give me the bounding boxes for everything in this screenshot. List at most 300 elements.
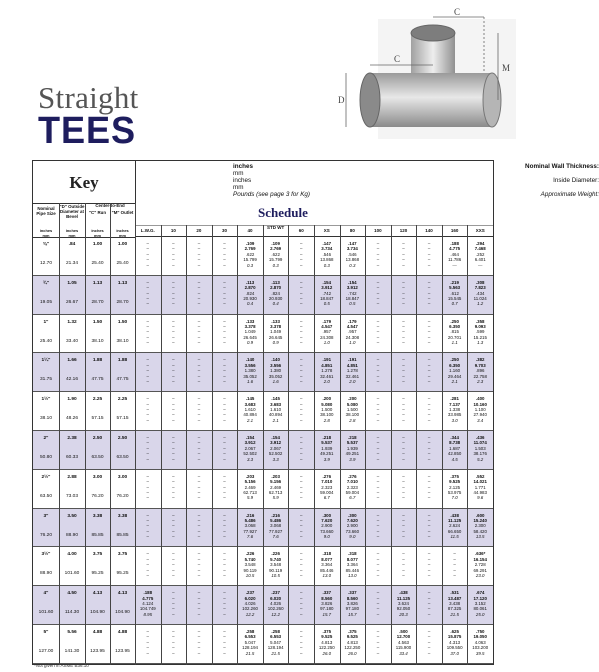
schedule-cell: .191 4.851 1.278 32.461 2.0 bbox=[320, 357, 334, 385]
outside-diameter: 3.50 bbox=[67, 513, 77, 519]
schedule-cell: .147 3.734 .546 13.868 0.3 bbox=[320, 241, 334, 268]
schedule-cell: .154 3.912 .742 18.847 0.5 bbox=[345, 279, 360, 307]
schedule-cell: – – – – – bbox=[376, 629, 380, 656]
header-nominal: Nominal Pipe Size bbox=[36, 206, 56, 216]
schedule-cell: – – – – – bbox=[402, 396, 405, 423]
schedule-cell: .750 19.050 4.063 103.200 39.5 bbox=[472, 629, 489, 656]
center-outlet-mm: 123.95 bbox=[115, 649, 130, 654]
center-run: 3.00 bbox=[92, 474, 103, 480]
schedule-cell: – – – – – bbox=[299, 318, 303, 346]
column-divider bbox=[212, 225, 213, 665]
column-divider bbox=[314, 225, 315, 665]
outside-diameter-mm: 60.33 bbox=[65, 455, 78, 460]
schedule-col-header: XS bbox=[314, 225, 340, 237]
schedule-cell: – – – – – bbox=[197, 435, 201, 462]
schedule-cell: .531 13.487 3.438 87.325 21.5 bbox=[447, 590, 462, 617]
schedule-col-header: 40 bbox=[237, 225, 263, 237]
schedule-cell: – – – – – bbox=[299, 357, 303, 385]
schedule-col-header: 60 bbox=[288, 225, 314, 237]
center-outlet: 1.88 bbox=[117, 358, 128, 364]
schedule-cell: – – – – – bbox=[427, 512, 431, 540]
header-outside-diameter: "D" Outside Diameter at Bevel bbox=[59, 204, 85, 219]
schedule-col-header: L.W.G. bbox=[135, 225, 161, 237]
schedule-cell: – – – – – bbox=[299, 396, 303, 423]
schedule-cell: – – – – – bbox=[376, 357, 380, 385]
outside-diameter: 2.88 bbox=[67, 474, 77, 480]
schedule-cell: .636* 16.154 2.728 69.291 23.0 bbox=[473, 551, 487, 579]
center-outlet: 4.88 bbox=[117, 630, 128, 635]
center-outlet: 1.00 bbox=[117, 242, 128, 247]
schedule-col-header: 80 bbox=[340, 225, 366, 237]
schedule-cell: – – – – – bbox=[427, 279, 431, 307]
legend-value: inches bbox=[233, 177, 252, 184]
schedule-cell: – – – – – bbox=[223, 590, 226, 617]
schedule-cell: – – – – – bbox=[376, 590, 380, 617]
nominal-size-mm: 101.60 bbox=[38, 610, 54, 616]
nominal-size: 1½" bbox=[41, 397, 51, 403]
schedule-cell: – – – – – bbox=[402, 512, 405, 540]
center-outlet: 1.13 bbox=[117, 280, 128, 286]
schedule-cell: – – – – – bbox=[427, 473, 431, 501]
outside-diameter: 5.56 bbox=[67, 630, 77, 635]
center-outlet: 1.50 bbox=[117, 319, 128, 325]
schedule-cell: – – – – – bbox=[146, 551, 149, 579]
nominal-size-mm: 63.50 bbox=[39, 493, 52, 499]
nominal-size-mm: 19.05 bbox=[39, 299, 52, 305]
schedule-cell: .552 14.021 1.771 44.983 9.6 bbox=[473, 473, 487, 501]
unit-outlet-mm: mm bbox=[119, 233, 126, 238]
center-run-mm: 57.15 bbox=[91, 416, 104, 422]
center-run: 4.88 bbox=[92, 630, 103, 635]
schedule-cell: – – – – – bbox=[299, 241, 303, 268]
schedule-cell: .318 8.077 3.364 85.446 13.0 bbox=[345, 551, 360, 579]
schedule-cell: .281 7.137 1.338 33.985 3.0 bbox=[447, 396, 462, 423]
center-outlet-mm: 25.40 bbox=[116, 261, 129, 266]
schedule-cell: – – – – – bbox=[427, 435, 431, 462]
schedule-cell: .191 4.851 1.278 32.461 2.0 bbox=[345, 357, 360, 385]
schedule-cell: .113 2.870 .824 20.930 0.4 bbox=[243, 279, 257, 307]
schedule-cell: – – – – – bbox=[223, 279, 226, 307]
label-d: D bbox=[338, 95, 345, 105]
nominal-size-mm: 88.90 bbox=[39, 571, 52, 577]
legend-value: mm bbox=[233, 170, 244, 177]
schedule-col-header: 160 bbox=[442, 225, 468, 237]
column-divider bbox=[416, 225, 417, 665]
center-run: 3.75 bbox=[92, 552, 103, 558]
schedule-cell: – – – – – bbox=[172, 357, 175, 385]
schedule-cell: – – – – – bbox=[402, 435, 405, 462]
column-divider bbox=[288, 225, 289, 665]
outside-diameter: 1.32 bbox=[67, 319, 77, 325]
legend-label: Inside Diameter: bbox=[553, 177, 599, 184]
schedule-cell: – – – – – bbox=[172, 590, 175, 617]
outside-diameter-mm: 42.16 bbox=[65, 377, 78, 383]
schedule-cell: .133 3.378 1.049 26.645 0.9 bbox=[243, 318, 257, 346]
nominal-size: 3½" bbox=[41, 552, 51, 558]
column-divider bbox=[442, 225, 443, 665]
nominal-size-mm: 76.20 bbox=[39, 532, 52, 538]
schedule-cell: .500 12.700 4.563 115.900 33.4 bbox=[395, 629, 412, 656]
size-headers bbox=[33, 203, 135, 231]
schedule-cell: – – – – – bbox=[427, 590, 431, 617]
schedule-cell: – – – – – bbox=[376, 396, 380, 423]
nominal-size: ¾" bbox=[42, 280, 50, 286]
schedule-cell: – – – – – bbox=[146, 473, 149, 501]
schedule-cell: – – – – – bbox=[402, 318, 405, 346]
nominal-size: 1¼" bbox=[41, 358, 51, 364]
schedule-cell: – – – – – bbox=[197, 318, 201, 346]
label-m: M bbox=[502, 63, 511, 73]
schedule-cell: .400 10.160 1.100 27.940 3.4 bbox=[473, 396, 487, 423]
schedule-cell: – – – – – bbox=[223, 357, 226, 385]
schedule-cell: .203 5.156 2.469 62.713 5.9 bbox=[268, 473, 283, 501]
footnote: *Not given in ASME B36.10 bbox=[34, 663, 89, 668]
center-outlet-mm: 38.10 bbox=[116, 338, 129, 344]
schedule-cell: – – – – – bbox=[402, 279, 405, 307]
schedule-cell: – – – – – bbox=[172, 435, 175, 462]
outside-diameter-mm: 48.26 bbox=[65, 416, 78, 422]
center-run: 1.00 bbox=[92, 242, 103, 247]
center-outlet-mm: 95.25 bbox=[116, 571, 129, 577]
schedule-cell: – – – – – bbox=[376, 279, 380, 307]
schedule-cell: .300 7.620 2.900 73.660 9.0 bbox=[320, 512, 334, 540]
schedule-cell: .179 4.547 .957 24.308 1.0 bbox=[320, 318, 334, 346]
center-outlet: 4.13 bbox=[117, 591, 128, 597]
schedule-cell: – – – – – bbox=[402, 241, 405, 268]
schedule-cell: .218 5.537 1.939 49.251 3.9 bbox=[345, 435, 360, 462]
legend-label: Nominal Wall Thickness: bbox=[525, 163, 599, 170]
schedule-cell: – – – – – bbox=[172, 279, 175, 307]
outside-diameter: 1.90 bbox=[67, 397, 77, 403]
outside-diameter: 1.66 bbox=[67, 358, 77, 364]
legend-value: inches bbox=[233, 163, 253, 170]
schedule-cell: .318 8.077 3.364 85.446 13.0 bbox=[320, 551, 334, 579]
schedule-cell: – – – – – bbox=[299, 512, 303, 540]
schedule-cell: – – – – – bbox=[299, 473, 303, 501]
schedule-cell: – – – – – bbox=[376, 435, 380, 462]
outside-diameter-mm: 33.40 bbox=[65, 338, 78, 344]
schedule-cell: .258 6.553 5.047 128.194 21.5 bbox=[267, 629, 284, 656]
schedule-cell: .140 3.556 1.380 35.052 1.6 bbox=[268, 357, 283, 385]
schedule-cell: – – – – – bbox=[376, 551, 380, 579]
schedule-cell: .179 4.547 .957 24.308 1.0 bbox=[345, 318, 360, 346]
schedule-cell: .438 11.125 3.624 92.050 20.3 bbox=[396, 590, 411, 617]
schedule-cell: .216 5.486 3.068 77.927 7.6 bbox=[243, 512, 257, 540]
column-divider bbox=[340, 225, 341, 665]
center-run-mm: 85.85 bbox=[91, 532, 104, 538]
schedule-cell: – – – – – bbox=[172, 629, 175, 656]
center-outlet-mm: 85.85 bbox=[116, 532, 129, 538]
tee-diagram bbox=[326, 5, 516, 145]
center-outlet: 2.50 bbox=[117, 436, 128, 441]
center-outlet-mm: 76.20 bbox=[116, 493, 129, 499]
schedule-cell: – – – – – bbox=[172, 318, 175, 346]
schedule-cell: – – – – – bbox=[223, 629, 226, 656]
schedule-cell: .344 8.738 1.687 42.850 4.5 bbox=[447, 435, 462, 462]
schedule-cell: – – – – – bbox=[223, 435, 226, 462]
unit-od: inches bbox=[65, 228, 79, 233]
schedule-cell: .258 6.553 5.047 128.194 21.5 bbox=[242, 629, 258, 656]
schedule-cell: – – – – – bbox=[402, 473, 405, 501]
schedule-cell: .200 5.080 1.500 38.100 2.8 bbox=[320, 396, 334, 423]
center-run: 2.50 bbox=[92, 436, 103, 441]
center-run: 3.38 bbox=[92, 513, 103, 519]
column-divider bbox=[186, 225, 187, 665]
nominal-size: 5" bbox=[43, 630, 49, 635]
unit-run-mm: mm bbox=[94, 233, 101, 238]
legend-value: Pounds (see page 3 for Kg) bbox=[233, 191, 311, 198]
schedule-cell: .216 5.486 3.068 77.927 7.6 bbox=[268, 512, 283, 540]
label-c-left: C bbox=[394, 54, 401, 64]
schedule-cell: .436 11.074 1.503 38.176 5.2 bbox=[473, 435, 487, 462]
schedule-cell: .109 2.769 .622 15.799 0.3 bbox=[268, 241, 283, 268]
title-tees: TEES bbox=[38, 110, 137, 152]
center-run: 1.50 bbox=[92, 319, 103, 325]
center-outlet-mm: 47.75 bbox=[116, 377, 129, 383]
schedule-cell: .226 5.740 3.548 90.119 10.5 bbox=[269, 551, 283, 579]
outside-diameter: 2.38 bbox=[67, 436, 77, 441]
schedule-cell: – – – – – bbox=[223, 551, 226, 579]
schedule-title: Schedule bbox=[258, 205, 308, 220]
schedule-cell: – – – – – bbox=[376, 473, 380, 501]
nominal-size-mm: 12.70 bbox=[39, 261, 52, 266]
schedule-cell: – – – – – bbox=[427, 551, 431, 579]
schedule-col-header: 30 bbox=[212, 225, 238, 237]
outside-diameter-mm: 88.90 bbox=[65, 532, 78, 538]
title-straight: Straight bbox=[38, 80, 139, 115]
schedule-cell: – – – – – bbox=[146, 629, 149, 656]
schedule-cell: – – – – – bbox=[402, 357, 405, 385]
schedule-cell: .300 7.620 2.900 73.660 9.0 bbox=[345, 512, 360, 540]
schedule-cell: – – – – – bbox=[299, 629, 303, 656]
schedule-cell: .200 5.080 1.500 38.100 2.8 bbox=[345, 396, 360, 423]
column-divider bbox=[467, 225, 468, 665]
schedule-cell: .237 6.020 4.026 102.260 12.2 bbox=[267, 590, 284, 617]
center-run-mm: 25.40 bbox=[91, 261, 104, 266]
schedule-cell: .337 8.560 3.826 97.180 15.7 bbox=[345, 590, 360, 617]
schedule-col-header: 20 bbox=[186, 225, 212, 237]
outside-diameter-mm: 101.60 bbox=[64, 571, 80, 577]
schedule-cell: – – – – – bbox=[172, 241, 175, 268]
schedule-cell: – – – – – bbox=[146, 357, 149, 385]
nominal-size: 1" bbox=[43, 319, 49, 325]
schedule-cell: – – – – – bbox=[197, 357, 201, 385]
center-run: 1.88 bbox=[92, 358, 103, 364]
schedule-cell: – – – – – bbox=[172, 551, 175, 579]
nominal-size: 2" bbox=[43, 436, 49, 441]
outside-diameter: .84 bbox=[68, 242, 76, 247]
outside-diameter-mm: 73.03 bbox=[65, 493, 78, 499]
column-divider bbox=[365, 225, 366, 665]
outside-diameter: 4.00 bbox=[67, 552, 77, 558]
schedule-cell: .674 17.120 3.152 80.061 25.0 bbox=[473, 590, 487, 617]
center-run-mm: 63.50 bbox=[91, 455, 104, 460]
column-divider bbox=[110, 203, 111, 665]
schedule-cell: – – – – – bbox=[146, 318, 149, 346]
schedule-cell: .438 11.125 2.624 66.650 11.5 bbox=[447, 512, 462, 540]
nominal-size: ⅜" bbox=[42, 242, 50, 247]
schedule-cell: .375 9.525 4.813 122.250 26.0 bbox=[318, 629, 335, 656]
nominal-size-mm: 25.40 bbox=[39, 338, 52, 344]
schedule-cell: .294 7.468 .252 6.401 — bbox=[474, 241, 486, 268]
schedule-cell: .145 3.683 1.610 40.894 2.1 bbox=[268, 396, 283, 423]
schedule-cell: – – – – – bbox=[172, 473, 175, 501]
outside-diameter-mm: 141.30 bbox=[64, 649, 80, 654]
schedule-cell: – – – – – bbox=[223, 512, 226, 540]
nominal-size: 4" bbox=[43, 591, 49, 597]
outside-diameter-mm: 21.34 bbox=[65, 261, 78, 266]
center-outlet: 3.75 bbox=[117, 552, 128, 558]
schedule-cell: – – – – – bbox=[376, 318, 380, 346]
nominal-size-mm: 38.10 bbox=[39, 416, 52, 422]
column-divider bbox=[161, 225, 162, 665]
schedule-cell: .133 3.378 1.049 26.645 0.9 bbox=[268, 318, 283, 346]
schedule-cell: .140 3.556 1.380 35.052 1.6 bbox=[243, 357, 257, 385]
legend-value: mm bbox=[233, 184, 244, 191]
nominal-size-mm: 50.80 bbox=[39, 455, 52, 460]
schedule-cell: – – – – – bbox=[146, 396, 149, 423]
schedule-cell: .250 6.350 .815 20.701 1.1 bbox=[447, 318, 462, 346]
outside-diameter-mm: 26.67 bbox=[65, 299, 78, 305]
schedule-cell: .188 4.775 4.124 104.749 8.95 bbox=[139, 590, 156, 617]
center-outlet-mm: 104.90 bbox=[115, 610, 130, 616]
schedule-cell: – – – – – bbox=[299, 551, 303, 579]
unit-size-mm: mm bbox=[42, 233, 50, 238]
center-run: 1.13 bbox=[92, 280, 103, 286]
schedule-cell: .358 9.093 .599 15.215 1.3 bbox=[473, 318, 487, 346]
schedule-cell: – – – – – bbox=[146, 512, 149, 540]
schedule-cell: .113 2.870 .824 20.930 0.4 bbox=[268, 279, 283, 307]
center-run: 2.25 bbox=[92, 397, 103, 403]
key-box bbox=[33, 161, 136, 204]
schedule-cell: .154 3.912 2.067 52.502 3.3 bbox=[268, 435, 283, 462]
schedule-cell: .276 7.010 2.323 59.004 6.7 bbox=[320, 473, 334, 501]
center-outlet: 3.00 bbox=[117, 474, 128, 480]
schedule-cell: – – – – – bbox=[223, 473, 226, 501]
schedule-cell: – – – – – bbox=[427, 241, 431, 268]
center-run-mm: 47.75 bbox=[91, 377, 104, 383]
label-c-top: C bbox=[454, 7, 461, 17]
outside-diameter: 4.50 bbox=[67, 591, 77, 597]
schedule-cell: .226 5.740 3.548 90.119 10.5 bbox=[243, 551, 257, 579]
center-outlet: 2.25 bbox=[117, 397, 128, 403]
schedule-cell: – – – – – bbox=[146, 241, 149, 268]
schedule-col-header: 140 bbox=[416, 225, 442, 237]
center-run-mm: 123.95 bbox=[90, 649, 105, 654]
center-outlet-mm: 57.15 bbox=[116, 416, 129, 422]
schedule-cell: .250 6.350 1.160 29.464 2.1 bbox=[447, 357, 462, 385]
column-divider bbox=[237, 225, 238, 665]
schedule-cell: – – – – – bbox=[376, 512, 380, 540]
schedule-cell: .237 6.020 4.026 102.260 12.2 bbox=[242, 590, 258, 617]
nominal-size: 2½" bbox=[41, 474, 51, 480]
schedule-cell: .188 4.775 .464 11.786 — bbox=[448, 241, 462, 268]
schedule-cell: .337 8.560 3.826 97.180 15.7 bbox=[320, 590, 334, 617]
schedule-cell: – – – – – bbox=[427, 357, 431, 385]
schedule-cell: – – – – – bbox=[427, 629, 431, 656]
header-center-to-end: Center-to-End bbox=[95, 203, 125, 208]
nominal-size-mm: 127.00 bbox=[38, 649, 54, 654]
unit-size: inches bbox=[39, 228, 53, 233]
schedule-cell: – – – – – bbox=[197, 396, 201, 423]
schedule-cell: .625 15.875 4.313 109.550 37.0 bbox=[446, 629, 463, 656]
schedule-cell: – – – – – bbox=[299, 590, 303, 617]
center-run-mm: 104.90 bbox=[90, 610, 105, 616]
outside-diameter: 1.05 bbox=[67, 280, 77, 286]
header-outlet: "M" Outlet bbox=[111, 210, 134, 215]
schedule-cell: – – – – – bbox=[223, 241, 226, 268]
column-divider bbox=[135, 203, 136, 665]
header-run: "C" Run bbox=[88, 210, 107, 215]
schedule-cell: .109 2.769 .622 15.799 0.3 bbox=[243, 241, 257, 268]
column-divider bbox=[59, 203, 60, 665]
schedule-cell: – – – – – bbox=[427, 396, 431, 423]
schedule-col-header: 120 bbox=[391, 225, 417, 237]
schedule-cell: .219 5.563 .612 15.545 0.7 bbox=[447, 279, 462, 307]
schedule-cell: – – – – – bbox=[146, 279, 149, 307]
schedule-cell: – – – – – bbox=[453, 551, 456, 579]
schedule-cell: – – – – – bbox=[197, 241, 201, 268]
nominal-size-mm: 31.75 bbox=[39, 377, 52, 383]
schedule-cell: .600 15.240 2.300 58.420 13.5 bbox=[473, 512, 487, 540]
column-divider bbox=[85, 203, 86, 665]
schedule-cell: – – – – – bbox=[172, 396, 175, 423]
nominal-size: 3" bbox=[43, 513, 49, 519]
schedule-cell: .154 3.912 2.067 52.502 3.3 bbox=[243, 435, 257, 462]
center-outlet-mm: 63.50 bbox=[116, 455, 129, 460]
schedule-cell: .375 9.525 4.813 122.250 26.0 bbox=[344, 629, 361, 656]
column-divider bbox=[391, 225, 392, 665]
outside-diameter-mm: 114.30 bbox=[64, 610, 80, 616]
schedule-cell: – – – – – bbox=[223, 318, 226, 346]
schedule-cell: – – – – – bbox=[172, 512, 175, 540]
schedule-cell: .375 9.525 2.125 53.975 7.0 bbox=[447, 473, 462, 501]
center-outlet: 3.38 bbox=[117, 513, 128, 519]
schedule-col-header: 10 bbox=[161, 225, 187, 237]
schedule-cell: .218 5.537 1.939 49.251 3.9 bbox=[320, 435, 334, 462]
center-run-mm: 28.70 bbox=[91, 299, 104, 305]
schedule-cell: – – – – – bbox=[402, 551, 405, 579]
schedule-cell: – – – – – bbox=[146, 435, 149, 462]
column-divider bbox=[263, 225, 264, 665]
schedule-cell: – – – – – bbox=[197, 629, 201, 656]
key-title: Key bbox=[69, 173, 99, 192]
legend-label: Approximate Weight: bbox=[540, 191, 599, 198]
schedule-cell: – – – – – bbox=[223, 396, 226, 423]
schedule-cell: .145 3.683 1.610 40.894 2.1 bbox=[243, 396, 257, 423]
center-outlet-mm: 28.70 bbox=[116, 299, 129, 305]
unit-run: inches bbox=[91, 228, 104, 233]
schedule-col-header: 100 bbox=[365, 225, 391, 237]
schedule-cell: – – – – – bbox=[197, 279, 201, 307]
schedule-cell: .147 3.734 .546 13.868 0.3 bbox=[345, 241, 360, 268]
schedule-cell: .203 5.156 2.469 62.713 5.9 bbox=[243, 473, 257, 501]
schedule-cell: – – – – – bbox=[299, 279, 303, 307]
schedule-col-header: XXS bbox=[467, 225, 493, 237]
schedule-cell: .382 9.703 .896 22.758 2.3 bbox=[473, 357, 487, 385]
schedule-cell: – – – – – bbox=[197, 551, 201, 579]
center-run-mm: 76.20 bbox=[91, 493, 104, 499]
schedule-cell: .308 7.823 .434 11.024 1.2 bbox=[473, 279, 487, 307]
center-run-mm: 38.10 bbox=[91, 338, 104, 344]
schedule-cell: – – – – – bbox=[376, 241, 380, 268]
tees-table bbox=[32, 160, 599, 665]
schedule-cell: – – – – – bbox=[427, 318, 431, 346]
schedule-cell: – – – – – bbox=[299, 435, 303, 462]
center-run: 4.13 bbox=[92, 591, 103, 597]
schedule-cell: – – – – – bbox=[197, 473, 201, 501]
schedule-cell: – – – – – bbox=[197, 590, 201, 617]
